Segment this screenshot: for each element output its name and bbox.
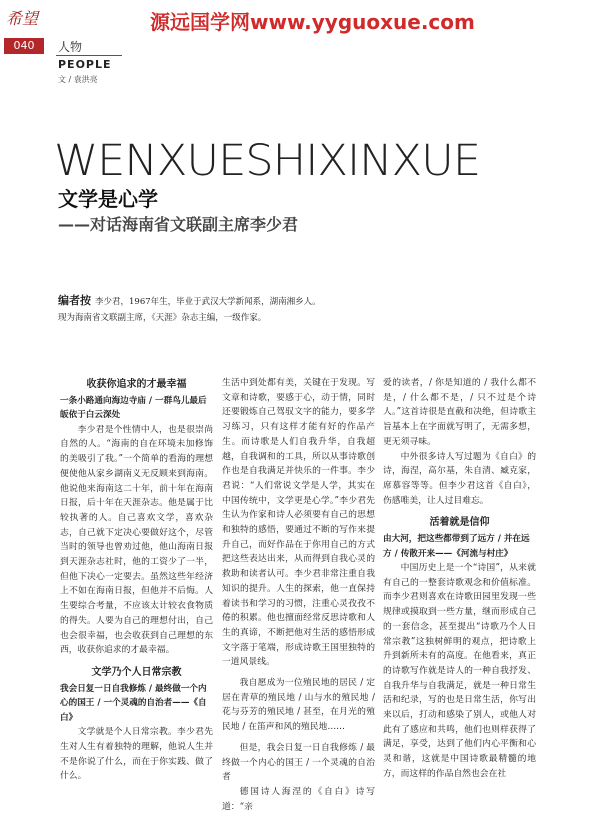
section-lead: 由大河，把这些都带到了远方 / 并在远方 / 传散开来——《河流与村庄》 — [383, 534, 530, 559]
body-paragraph: 德国诗人海涅的《自白》诗写道：“亲 — [222, 786, 375, 812]
section-lead: 我会日复一日自我修炼 / 最终做一个内心的国王 / 一个灵魂的自治者——《自白》 — [60, 683, 207, 723]
section-label: 人物 — [58, 40, 83, 54]
editor-note-label: 编者按 — [58, 294, 91, 307]
body-paragraph: 中外很多诗人写过题为《自白》的诗，海涅，高尔基，朱自清、臧克家，席慕容等等。但李少君这首《自白》，伤感唯美，让人过目难忘。 — [383, 451, 536, 506]
editor-note-line2: 现为海南省文联副主席，《天涯》杂志主编，一级作家。 — [58, 313, 267, 323]
pinyin-title: WENXUESHIXINXUE — [54, 136, 481, 186]
body-paragraph: 文学就是个人日常宗教。李少君先生对人生有着独特的理解，他说人生并不是你说了什么，而在于你实践、做了什么。 — [60, 727, 213, 782]
section-rule — [56, 55, 122, 56]
magazine-logo: 希望 — [6, 9, 39, 28]
editor-note-line1: 李少君，1967年生，毕业于武汉大学新闻系，湖南湘乡人。 — [95, 297, 321, 307]
poem-paragraph: 我自愿成为一位殖民地的居民 / 定居在青草的殖民地 / 山与水的殖民地 / 花与芬芳的殖民地 / 甚至，在月光的殖民地 / 在笛声和风的殖民地…… — [222, 678, 375, 733]
poem-paragraph: 但是，我会日复一日自我修炼 / 最终做一个内心的国王 / 一个灵魂的自治者 — [222, 742, 375, 783]
section-heading: 活着就是信仰 — [429, 517, 490, 529]
article-title: 文学是心学 — [58, 187, 158, 211]
page-number: 040 — [4, 38, 44, 54]
section-heading: 文学乃个人日常宗教 — [91, 666, 182, 678]
byline: 文 / 袁洪亮 — [58, 75, 98, 84]
editor-note — [58, 293, 548, 326]
watermark-banner: 源远国学网www.yyguoxue.com — [150, 8, 594, 36]
column-right — [383, 376, 536, 782]
article-subtitle: ——对话海南省文联副主席李少君 — [58, 215, 299, 234]
body-paragraph: 李少君是个性情中人，也是很崇尚自然的人。“海南的自在环境未加修饰的美吸引了我。”一个简单的看海的理想便使他从家乡湖南义无反顾来到海南。他说他来海南这二十年，前十年在海南日报，后十年在天涯杂志。他是属于比较执著的人。自己喜欢文学，喜欢杂志，自己就下定决心要做好这个，尽管当时的领导也曾劝过他，他山海南日报到天涯杂志社时，他的工资少了一半，但他下决心一定要去。虽然这些年经济上不如在海南日报，但他并不后悔。人生要综合考量，不应该太计较衣食物质的得失。人要为自己的理想付出，自己也会很幸福，也会收获到自己理想的东西，收获你追求的才最幸福。 — [60, 424, 213, 656]
section-label-en: PEOPLE — [58, 58, 112, 71]
column-middle — [222, 376, 375, 814]
column-left — [60, 376, 213, 784]
body-paragraph: 生活中到处都有美，关键在于发现。写文章和诗歌，要感于心，动于情，同时还要锻炼自己驾驭文字的能力，要多学习练习，只有这样才能有好的作品产生。而诗歌是人们自我升华，自我超越，自我调和的工具，所以从事诗歌创作也是自我满足并快乐的一件事。李少君说：“人们常说文学是人学，其实在中国传统中，文学更是心学。”李少君先生认为作家和诗人必须要有自己的思想和独特的感悟，要通过不断的写作来提升自己，而好作品在于你用自己的方式把这些表达出来，从而得到自我心灵的救助和读者认可。李少君非常注重自我知识的提升。人生的探索，他一直保持着读书和学习的习惯，注重心灵孜孜不倦的积累。他也擅面经常反思诗歌和人生的真谛，不断把他对生活的感悟形成文字落于笔端，形成诗歌王国里独特的一道风景线。 — [222, 378, 375, 668]
body-paragraph: 中国历史上是一个“诗国”，从来就有自己的一整套诗歌观念和价值标准。而李少君则喜欢在诗歌田园里发现一些规律或摸取到一些方量，继而形成自己的一套信念，甚至提出“诗歌乃个人日常宗教”这独树鲜明的观点，把诗歌上升到新所未有的高度。在他看来，真正的诗歌写作就是诗人的一种自我抒发、自我升华与自我满足，就是一种日常生活和纪录，写的也是日常生活，你写出来以后，打动和感染了别人，或他人对此有了感应和共鸣，他们也则样获得了满足，享受，达到了他们内心平衡和心灵和谐，这就是中国诗歌最精髓的地方，而这样的作品自然也会在社 — [383, 563, 536, 779]
section-heading: 收获你追求的才最幸福 — [86, 379, 187, 390]
section-lead: 一条小路通向海边寺庙 / 一群鸟儿最后皈依于白云深处 — [60, 395, 207, 421]
body-paragraph: 爱的读者，/ 你是知道的 / 我什么都不是，/ 什么都不是，/ 只不过是个诗人。”这首诗很是直截和决绝，但诗歌主旨基本上在字面就写明了，无需多想，更无须寻味。 — [383, 378, 536, 447]
